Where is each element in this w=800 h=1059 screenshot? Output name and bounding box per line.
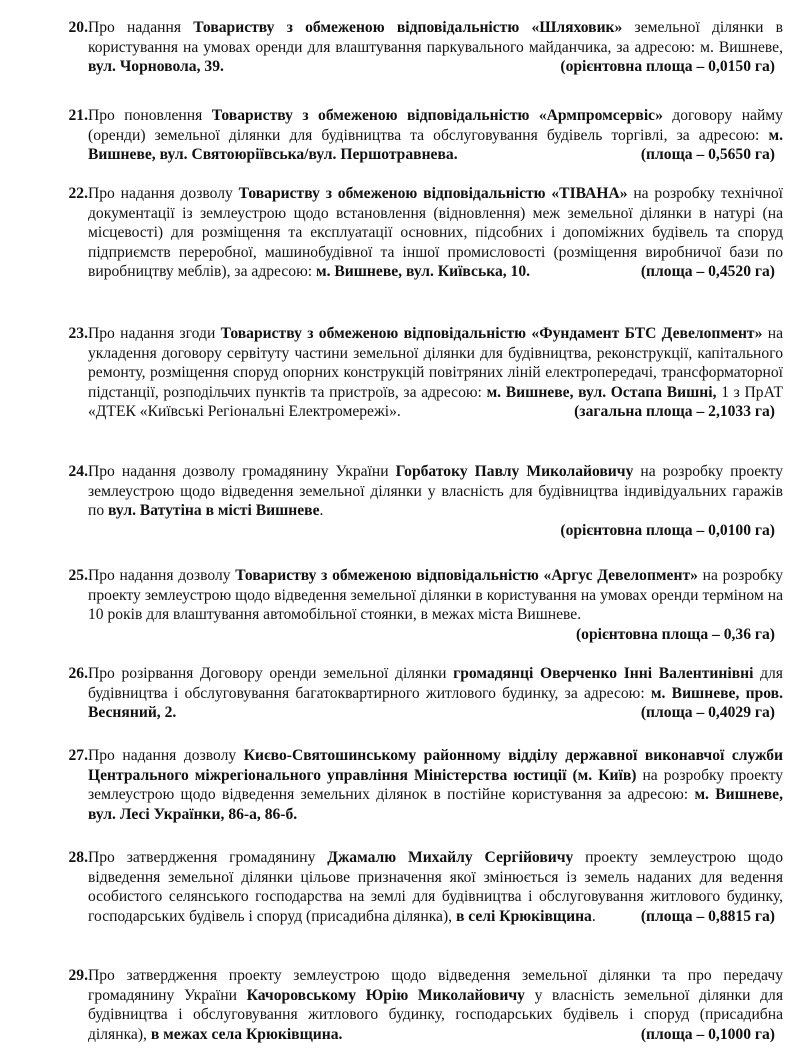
item-text-plain: .: [319, 502, 324, 520]
agenda-item-20: [56, 18, 783, 77]
item-text: [88, 184, 783, 282]
item-text-bold: Товариству з обмеженою відповідальністю «Шляховик»: [193, 19, 623, 36]
item-text-plain: на розробку технічної документації із землеустрою щодо встановлення (відновлення) меж земельної ділянки в натурі (на місцевості) для розміщення та експлуатації основних, підсобних і допоміжних будівель та споруд підприємств переробної, машинобудівної та іншої промисловості (розміщення виробничої бази по виробництву меблів), за адресою:: [88, 185, 783, 281]
item-number: 20.: [68, 19, 88, 36]
item-area: (площа – 0,5650 га): [640, 146, 775, 164]
agenda-item-28: [56, 848, 783, 926]
item-text-bold: Джамалю Михайлу Сергійовичу: [327, 849, 574, 866]
item-number: 24.: [68, 463, 88, 480]
item-number: 27.: [68, 747, 88, 764]
item-text-plain: Про затвердження проекту землеустрою щодо відведення земельної ділянки та про передачу громадянину України: [88, 967, 783, 1004]
item-text: [88, 18, 783, 77]
item-text-plain: Про надання дозволу: [88, 567, 236, 584]
agenda-item-21: [56, 106, 783, 165]
item-text: [88, 848, 783, 926]
agenda-item-24: [56, 462, 783, 540]
item-area: (орієнтовна площа – 0,0100 га): [560, 521, 775, 539]
item-address: м. Вишневе, вул. Лесі Українки, 86-а, 86-б.: [88, 786, 783, 823]
item-number: 23.: [68, 325, 88, 342]
item-area: (площа – 0,8815 га): [640, 907, 775, 925]
item-text-bold: Товариству з обмеженою відповідальністю «Армпромсервіс»: [211, 107, 663, 124]
item-text-plain: договору найму (оренди) земельної ділянки для будівництва та обслуговування будівель торгівлі, за адресою:: [88, 107, 783, 144]
item-text-plain: Про затвердження громадянину: [88, 849, 328, 866]
item-text-plain: Про надання дозволу: [88, 747, 244, 764]
item-text-bold: Товариству з обмеженою відповідальністю «Аргус Девелопмент»: [235, 567, 698, 584]
item-text: [88, 106, 783, 165]
item-area: (площа – 0,4029 га): [640, 704, 775, 722]
agenda-item-27: [56, 746, 783, 824]
agenda-item-26: [56, 664, 783, 723]
item-text: [88, 664, 783, 723]
item-number: 26.: [68, 665, 88, 682]
item-address: м. Вишневе, вул. Остапа Вишні,: [486, 383, 717, 401]
item-text-plain: Про надання дозволу громадянину України: [88, 463, 396, 480]
item-area: (площа – 0,4520 га): [640, 263, 775, 281]
item-text-plain: Про поновлення: [88, 107, 212, 124]
item-text-plain: у власність земельної ділянки для будівництва і обслуговування житлового будинку, господарських будівель і споруд (присадибна ділянка),: [88, 986, 783, 1043]
item-text-bold: громадянці Оверченко Інні Валентинівні: [453, 665, 754, 682]
agenda-item-25: [56, 566, 783, 644]
item-text-bold: Товариству з обмеженою відповідальністю «ТІВАНА»: [238, 185, 628, 202]
agenda-item-29: [56, 966, 783, 1044]
item-text-plain: на розробку проекту землеустрою щодо відведення земельної ділянки в користування на умовах оренди терміном на 10 років для влаштування автомобільної стоянки, в межах міста Вишневе.: [88, 567, 783, 624]
item-number: 29.: [68, 967, 88, 984]
item-text: [88, 462, 783, 521]
item-number: 22.: [68, 185, 88, 202]
item-area: (загальна площа – 2,1033 га): [574, 403, 775, 421]
item-text-plain: Про розірвання Договору оренди земельної ділянки: [88, 665, 454, 682]
item-text-plain: на розробку проекту землеустрою щодо відведення земельних ділянок в постійне користування за адресою:: [88, 766, 783, 804]
item-text-bold: Качоровському Юрію Миколайовичу: [246, 986, 525, 1004]
item-area: (площа – 0,1000 га): [640, 1025, 775, 1043]
item-text-plain: земельної ділянки в користування на умовах оренди для влаштування паркувального майданчика, за адресою: м. Вишневе,: [88, 19, 784, 56]
item-text-plain: .: [591, 907, 596, 925]
item-text-plain: Про надання згоди: [88, 325, 221, 342]
agenda-item-23: [56, 324, 783, 422]
item-text-plain: Про надання: [88, 19, 194, 36]
item-number: 25.: [68, 567, 88, 584]
item-number: 28.: [68, 849, 88, 866]
item-text-plain: для будівництва і обслуговування багатоквартирного житлового будинку, за адресою:: [88, 665, 783, 702]
item-area: (орієнтовна площа – 0,36 га): [575, 625, 775, 643]
item-area: (орієнтовна площа – 0,0150 га): [560, 58, 775, 76]
item-text-plain: 1 з ПрАТ «ДТЕК «Київські Регіональні Електромережі».: [88, 383, 784, 421]
item-address: в селі Крюківщина: [455, 907, 592, 925]
item-text: [88, 566, 783, 643]
item-address: вул. Ватутіна в місті Вишневе: [108, 502, 320, 520]
item-text-plain: на укладення договору сервітуту частини земельної ділянки для будівництва, реконструкції, капітального ремонту, розміщення споруд опорних конструкцій повітряних ліній електропередачі, трансформаторної підстанції, розподільчих пунктів та пристроїв, за адресою:: [88, 325, 783, 401]
item-text-bold: Товариству з обмеженою відповідальністю «Фундамент БТС Девелопмент»: [220, 325, 763, 342]
item-text-bold: Горбатоку Павлу Миколайовичу: [395, 463, 634, 480]
item-text-plain: Про надання дозволу: [88, 185, 239, 202]
item-text: [88, 966, 783, 1044]
agenda-item-22: [56, 184, 783, 282]
item-number: 21.: [68, 107, 88, 124]
item-text: [88, 324, 783, 422]
item-text-plain: проекту землеустрою щодо відведення земельної ділянки цільове призначення якої змінюється із земель наданих для ведення особистого селянського господарства на землі для будівництва і обслуговування житлового будинку, господарських будівель і споруд (присадибна ділянка),: [88, 849, 783, 925]
item-address: м. Вишневе, вул. Святоюріївська/вул. Першотравнева.: [88, 126, 783, 164]
item-text-bold: Києво-Святошинському районному відділу державної виконавчої служби Центрального міжрегіонального управління Міністерства юстиції (м. Київ): [88, 747, 783, 784]
item-text: [88, 746, 783, 824]
item-address: в межах села Крюківщина.: [150, 1025, 343, 1043]
item-text-plain: на розробку проекту землеустрою щодо відведення земельної ділянки у власність для будівництва індивідуальних гаражів по: [88, 463, 784, 520]
item-address: м. Вишневе, вул. Київська, 10.: [315, 263, 531, 281]
item-address: м. Вишневе, пров. Весняний, 2.: [88, 684, 783, 722]
item-address: вул. Чорновола, 39.: [88, 58, 224, 76]
